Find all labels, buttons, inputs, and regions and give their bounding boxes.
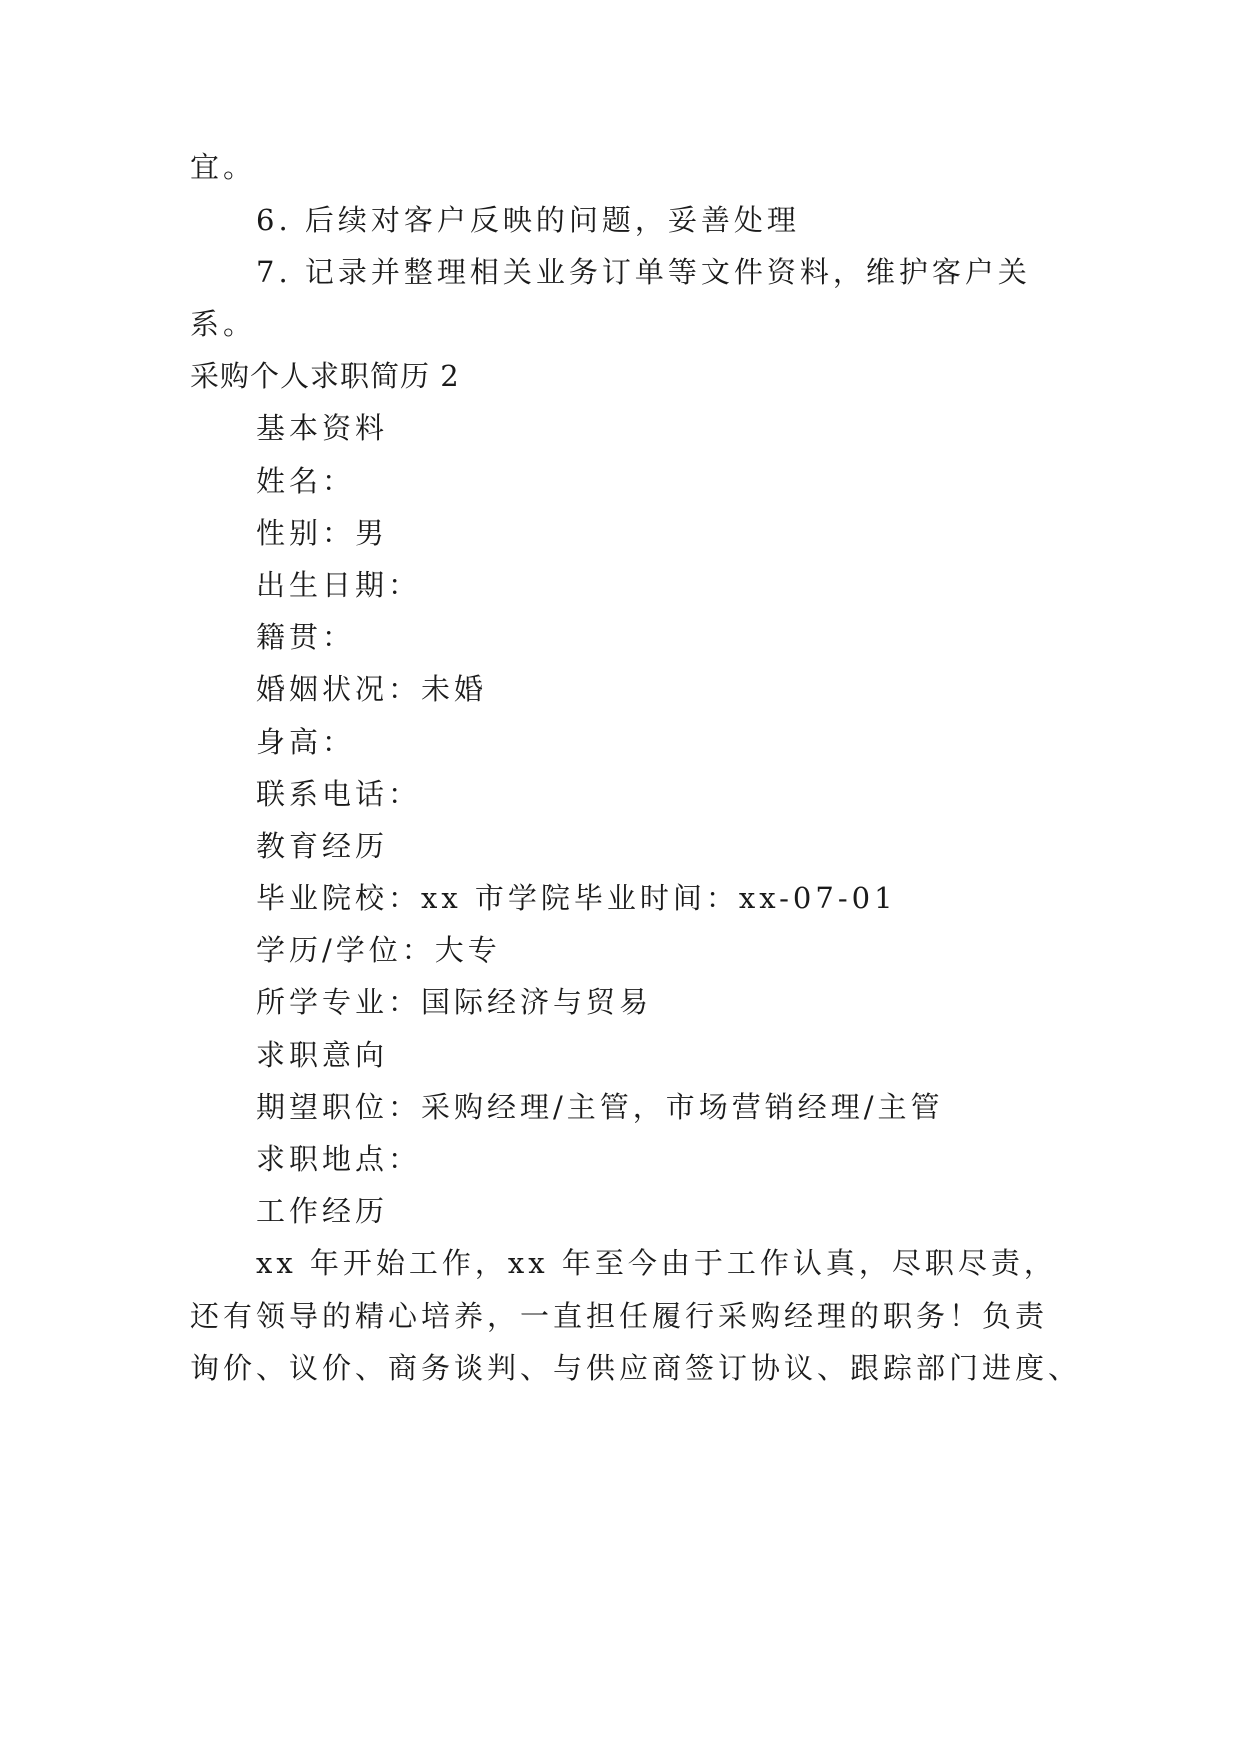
field-phone: 联系电话： <box>256 777 422 811</box>
list-item-6: 6. 后续对客户反映的问题，妥善处理 <box>256 203 800 237</box>
resume-title: 采购个人求职简历 2 <box>190 359 460 393</box>
field-native-place: 籍贯： <box>256 620 356 654</box>
field-gender: 性别：男 <box>256 516 389 550</box>
field-marital-status: 婚姻状况：未婚 <box>256 672 488 706</box>
section-heading-job-intention: 求职意向 <box>256 1038 389 1072</box>
work-paragraph-line-3: 询价、议价、商务谈判、与供应商签订协议、跟踪部门进度、 <box>190 1351 1082 1385</box>
paragraph-line: 宜。 <box>190 150 257 184</box>
field-location: 求职地点： <box>256 1142 422 1176</box>
section-heading-basic-info: 基本资料 <box>256 411 389 445</box>
field-name: 姓名： <box>256 464 356 498</box>
section-heading-work: 工作经历 <box>256 1194 389 1228</box>
field-position: 期望职位：采购经理/主管，市场营销经理/主管 <box>256 1090 944 1124</box>
field-birth-date: 出生日期： <box>256 568 422 602</box>
work-paragraph-line-2: 还有领导的精心培养，一直担任履行采购经理的职务！负责 <box>190 1299 1049 1333</box>
field-degree: 学历/学位：大专 <box>256 933 501 967</box>
field-school: 毕业院校：xx 市学院毕业时间：xx-07-01 <box>256 881 897 915</box>
work-paragraph-line-1: xx 年开始工作，xx 年至今由于工作认真，尽职尽责， <box>256 1246 1057 1280</box>
field-major: 所学专业：国际经济与贸易 <box>256 985 653 1019</box>
list-item-7-continued: 系。 <box>190 307 257 341</box>
list-item-7: 7. 记录并整理相关业务订单等文件资料，维护客户关 <box>256 255 1031 289</box>
field-height: 身高： <box>256 725 356 759</box>
section-heading-education: 教育经历 <box>256 829 389 863</box>
